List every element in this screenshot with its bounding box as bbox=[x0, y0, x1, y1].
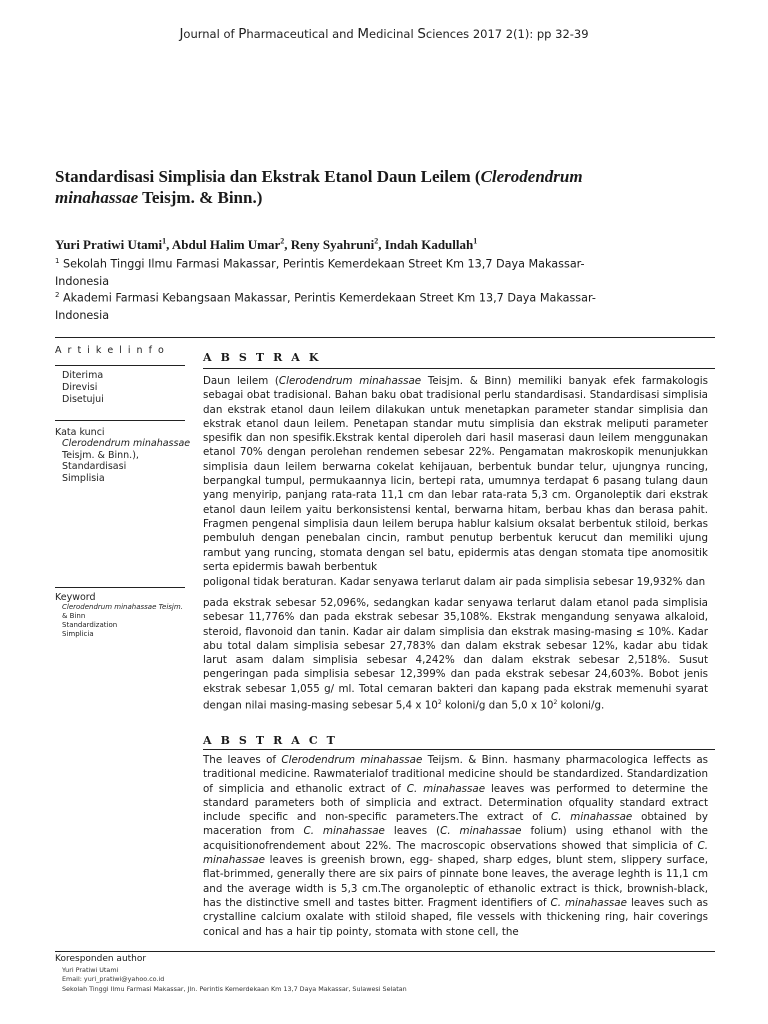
author-separator: , bbox=[284, 237, 291, 253]
abstrak-paragraph-3 bbox=[203, 596, 708, 713]
artikel-info-heading: A r t i k e l i n f o bbox=[55, 345, 166, 356]
author-name: Abdul Halim Umar bbox=[171, 237, 281, 253]
species-name: C. minahassae bbox=[550, 896, 627, 909]
text-run: koloni/g. bbox=[557, 699, 605, 712]
journal-text-1: ournal of bbox=[183, 27, 239, 41]
author bbox=[385, 237, 478, 252]
journal-text-3: edicinal bbox=[369, 27, 418, 41]
author-affiliation-mark: 1 bbox=[473, 237, 478, 246]
text-run: obtained by maceration from bbox=[203, 811, 708, 838]
exponent: 2 bbox=[437, 699, 442, 707]
text-run: leaves is greenish brown, egg- shaped, sharp edges, blunt stem, slippery surface, flat-brimmed, generally there are six pairs of pinnate bone leaves, the average leghth is 11,1 cm and the average width is 5,3 cm.The organoleptic of ethanolic extract is thick, brownish-black, has the distinctive smell and tastes bitter. Fragment identifiers of bbox=[203, 854, 708, 909]
paper-title bbox=[55, 166, 715, 208]
author-affiliation-mark: 1 bbox=[162, 237, 167, 246]
journal-text-2: harmaceutical and bbox=[246, 27, 358, 41]
keyword-list-id bbox=[62, 438, 192, 484]
author-address-line: Sekolah Tinggi Ilmu Farmasi Makassar, Jln. Perintis Kemerdekaan Km 13,7 Daya Makassar, Sulawesi Selatan bbox=[62, 984, 407, 993]
author-list bbox=[55, 237, 715, 253]
kata-kunci-heading: Kata kunci bbox=[55, 427, 105, 438]
keyword: Simplisia bbox=[62, 472, 105, 484]
corresponding-author-details bbox=[62, 966, 407, 994]
author-name: Reny Syahruni bbox=[290, 237, 375, 253]
species-name: C. minahassae bbox=[406, 782, 486, 795]
species-name: C. minahassae bbox=[551, 811, 633, 824]
text-run: koloni/g dan 5,0 x 10 bbox=[441, 699, 554, 712]
keyword: Simplicia bbox=[62, 630, 94, 638]
author-name: Yuri Pratiwi Utami bbox=[55, 237, 163, 253]
text-run: leaves was performed to determine the standard parameters both of simplicia and extract. Determination ofquality standard extract include specific and non-specific parameters.The extract of bbox=[203, 782, 708, 824]
text-run: leaves ( bbox=[384, 825, 441, 838]
keyword-list-en bbox=[62, 603, 192, 639]
abstrak-divider bbox=[203, 368, 715, 369]
journal-text-4: ciences 2017 2(1): pp 32-39 bbox=[425, 27, 589, 41]
journal-initial-s: S bbox=[417, 26, 426, 42]
header-divider bbox=[55, 337, 715, 338]
author bbox=[172, 237, 291, 252]
sidebar-divider bbox=[55, 420, 185, 421]
text-run: The leaves of bbox=[203, 754, 282, 766]
species-name: C. minahassae bbox=[203, 839, 708, 867]
text-run: Teijsm. & Binn. hasmany pharmacologica leffects as traditional medicine. Rawmaterialof traditional medicine should be standardized. Standardization of simplicia and ethanolic extract of bbox=[203, 754, 708, 795]
date-revised: Direvisi bbox=[62, 382, 98, 393]
author bbox=[55, 237, 172, 252]
corresponding-author-heading: Koresponden author bbox=[55, 954, 147, 964]
author-name-line: Yuri Pratiwi Utami bbox=[62, 966, 119, 974]
sidebar-divider bbox=[55, 587, 185, 588]
keyword: Teisjm. & Binn.), bbox=[62, 449, 139, 461]
affiliation-line: Indonesia bbox=[55, 274, 110, 288]
affiliation-mark: 1 bbox=[55, 257, 60, 265]
species-name: Clerodendrum minahassae bbox=[278, 375, 422, 387]
affiliation-line: Indonesia bbox=[55, 308, 110, 322]
affiliation-line: Sekolah Tinggi Ilmu Farmasi Makassar, Perintis Kemerdekaan Street Km 13,7 Daya Makassar- bbox=[59, 257, 585, 271]
journal-initial-p: P bbox=[238, 26, 247, 42]
exponent: 2 bbox=[553, 699, 558, 707]
title-authority: Teisjm. & Binn.) bbox=[138, 188, 263, 207]
abstrak-paragraph-1 bbox=[203, 374, 708, 574]
affiliation-2 bbox=[55, 287, 695, 324]
abstract-heading: A B S T R A C T bbox=[203, 734, 338, 747]
text-run: Daun leilem ( bbox=[203, 375, 279, 387]
keyword: Standardization bbox=[62, 621, 118, 629]
date-accepted: Disetujui bbox=[62, 394, 104, 405]
keyword: Clerodendrum minahassae bbox=[62, 438, 191, 449]
sidebar-divider bbox=[55, 365, 185, 366]
text-run: pada ekstrak sebesar 52,096%, sedangkan kadar senyawa terlarut dalam etanol pada simplisia sebesar 11,776% dan pada ekstrak sebesar 35,108%. Ekstrak mengandung senyawa alkaloid, steroid, flavonoid dan tanin. Kadar air dalam simplisia dan ekstrak masing-masing ≤ 10%. Kadar abu total dalam simplisia sebesar 27,783% dan dalam ekstrak sebesar 12%, kadar abu tidak larut asam dalam simplisia sebesar 4,242% dan dalam ekstrak sebesar 2,518%. Susut pengeringan pada simplisia sebesar 12,399% dan pada ekstrak sebesar 24,603%. Bobot jenis ekstrak sebesar 1,055 g/ ml. Total cemaran bakteri dan kapang pada ekstrak memenuhi syarat dengan nilai masing-masing sebesar 5,4 x 10 bbox=[203, 597, 708, 712]
abstract-paragraph bbox=[203, 753, 708, 939]
journal-header bbox=[0, 26, 768, 42]
text-run: folium) using ethanol with the acquisitionofrendement about 22%. The macroscopic observations showed that simplicia of bbox=[203, 825, 708, 852]
abstrak-paragraph-2: poligonal tidak beraturan. Kadar senyawa terlarut dalam air pada simplisia sebesar 19,932% dan bbox=[203, 576, 706, 588]
keyword: Standardisasi bbox=[62, 461, 127, 472]
species-name: C. minahassae bbox=[440, 825, 522, 838]
affiliation-mark: 2 bbox=[55, 291, 60, 299]
author-affiliation-mark: 2 bbox=[374, 237, 379, 246]
text-run: Teisjm. & Binn) memiliki banyak efek farmakologis sebagai obat tradisional. Bahan baku obat tradisional perlu standardisasi. Standardisasi simplisia dan ekstrak etanol daun leilem dilakukan untuk menetapkan parameter standar simplisia dan ekstrak etanol daun leilem. Penetapan standar mutu simplisia dan ekstrak meliputi parameter spesifik dan non spesifik.Ekstrak kental diperoleh dari hasil maserasi daun leilem menggunakan etanol 70% dengan perolehan rendemen sebesar 22%. Pengamatan makroskopik menunjukkan simplisia daun leilem berwarna cokelat kehijauan, berbentuk bundar telur, ujungnya runcing, berpangkal tumpul, permukaannya licin, bertepi rata, umumnya terdapat 6 pasang tulang daun yang menyirip, panjang rata-rata 11,1 cm dan lebar rata-rata 5,3 cm. Organoleptik dari ekstrak etanol daun leilem yaitu berkonsistensi kental, berwarna hitam, berbau khas dan berasa pahit. Fragmen pengenal simplisia daun leilem berupa hablur kalsium oksalat berbentuk stiloid, berkas pembuluh dengan penebalan cincin, rambut penutup berbentuk kerucut dan memiliki ujung rambut yang runcing, stomata dengan sel batu, epidermis atas dengan stomata tipe anomositik serta epidermis bawah berbentuk bbox=[203, 375, 708, 573]
journal-initial-j: J bbox=[179, 26, 184, 42]
affiliation-line: Akademi Farmasi Kebangsaan Makassar, Perintis Kemerdekaan Street Km 13,7 Daya Makassar- bbox=[59, 291, 596, 305]
footer-divider bbox=[55, 951, 715, 952]
affiliation-1 bbox=[55, 253, 695, 290]
species-name: Clerodendrum minahassae bbox=[281, 754, 423, 766]
journal-initial-m: M bbox=[357, 26, 370, 42]
abstract-divider bbox=[203, 749, 715, 750]
author-affiliation-mark: 2 bbox=[280, 237, 285, 246]
abstrak-heading: A B S T R A K bbox=[203, 351, 321, 364]
author-separator: , bbox=[378, 237, 385, 253]
article-dates bbox=[62, 370, 104, 406]
date-received: Diterima bbox=[62, 370, 104, 381]
text-run: leaves such as crystalline calcium oxalate with stiloid shaped, file vessels with thickening ring, hair coverings conical and has a hair tip pointy, stomata with stone cell, the bbox=[203, 896, 708, 938]
title-species-epithet: minahassae bbox=[55, 188, 139, 207]
author bbox=[291, 237, 385, 252]
title-species-genus: Clerodendrum bbox=[480, 167, 583, 186]
keyword-heading: Keyword bbox=[55, 592, 96, 603]
title-main: Standardisasi Simplisia dan Ekstrak Etanol Daun Leilem ( bbox=[55, 167, 481, 186]
author-email-line: Email: yuri_pratiwi@yahoo.co.id bbox=[62, 975, 165, 984]
author-name: Indah Kadullah bbox=[384, 237, 474, 253]
keyword: Clerodendrum minahassae Teisjm. bbox=[62, 603, 183, 611]
author-separator: , bbox=[166, 237, 172, 253]
species-name: C. minahassae bbox=[303, 825, 385, 838]
keyword: & Binn bbox=[62, 612, 86, 620]
